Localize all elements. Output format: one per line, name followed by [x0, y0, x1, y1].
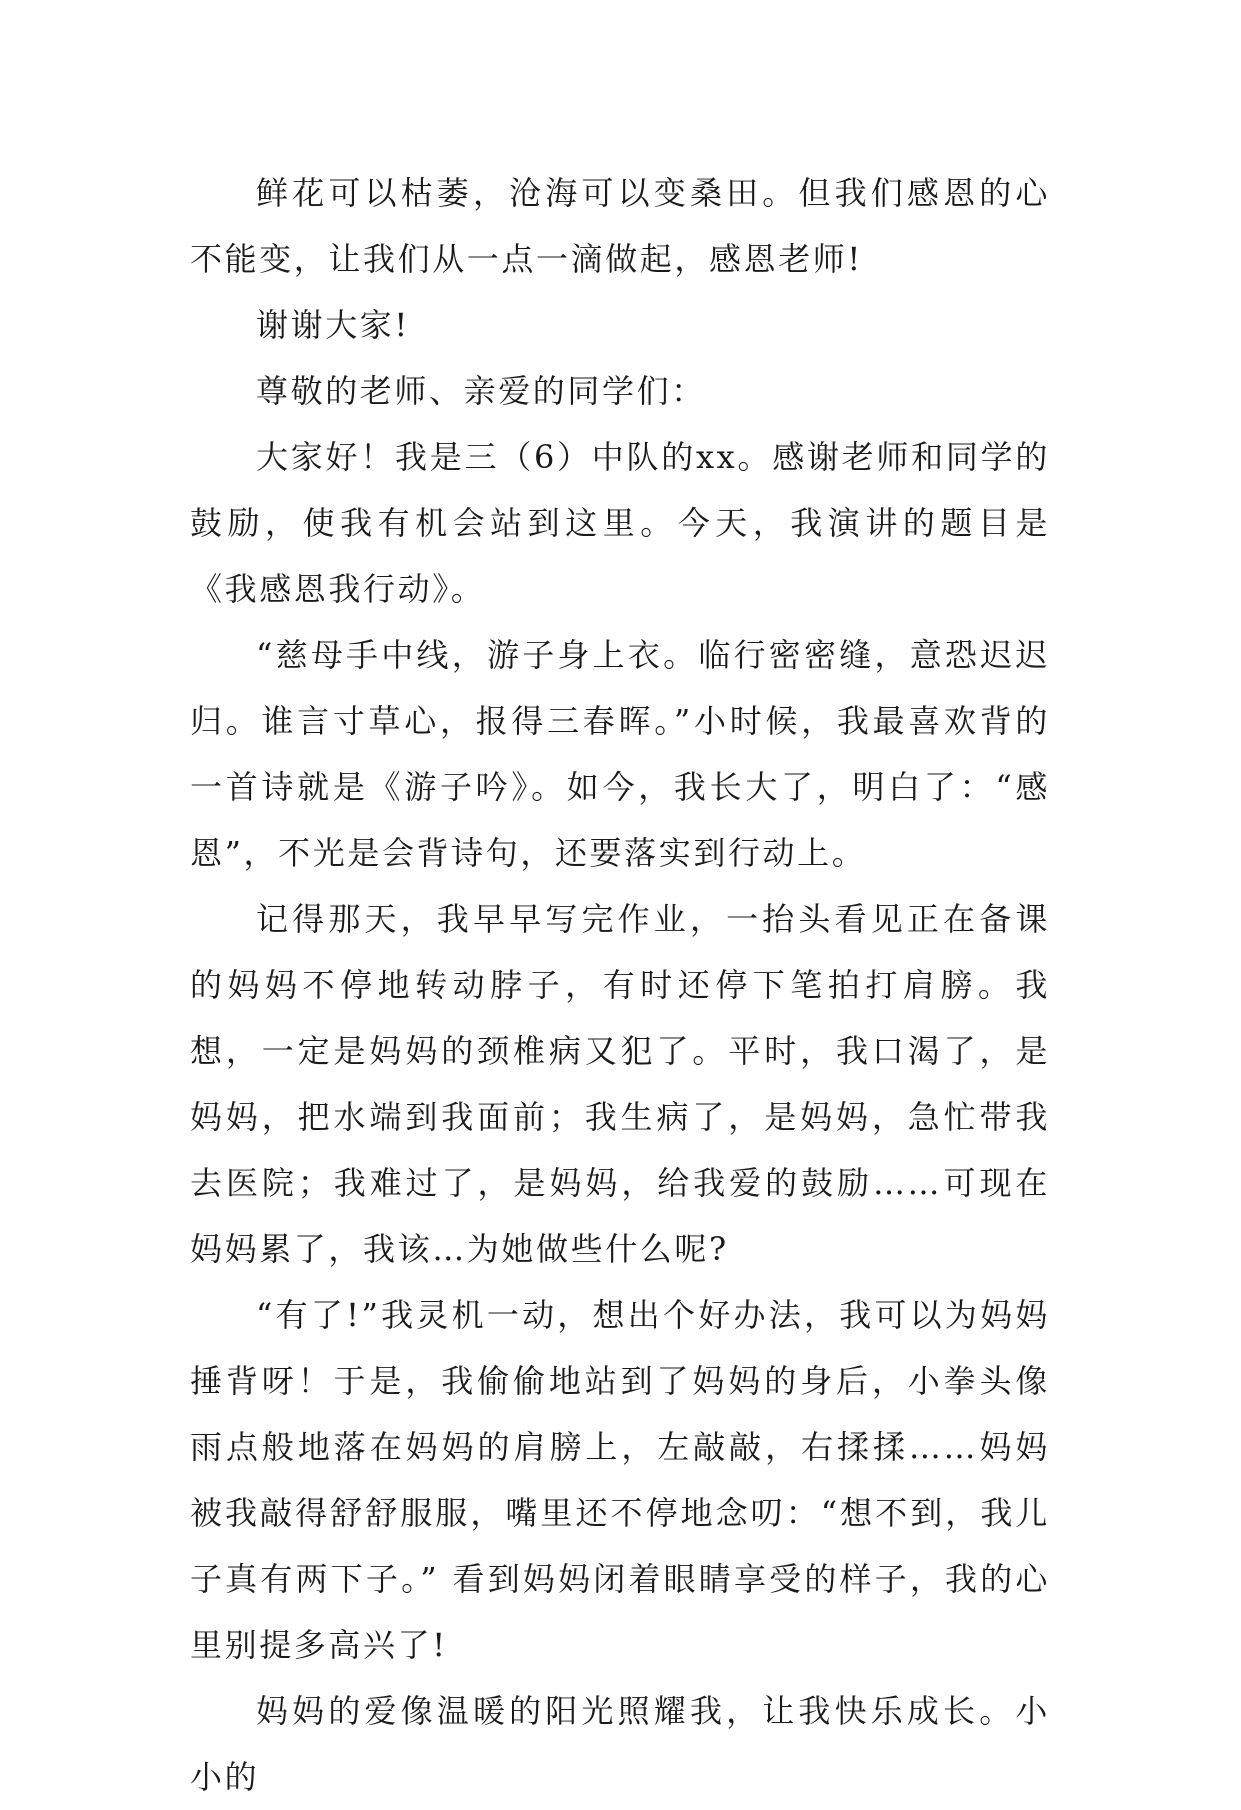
paragraph: “有了!”我灵机一动，想出个好办法，我可以为妈妈捶背呀！于是，我偷偷地站到了妈妈的身后，小拳头像雨点般地落在妈妈的肩膀上，左敲敲，右揉揉……妈妈被我敲得舒舒服服，嘴里还不停地念叨：“想不到，我儿子真有两下子。” 看到妈妈闭着眼睛享受的样子，我的心里别提多高兴了!: [190, 1296, 1050, 1664]
paragraph: 鲜花可以枯萎，沧海可以变桑田。但我们感恩的心不能变，让我们从一点一滴做起，感恩老师!: [190, 174, 1050, 278]
document-body: [190, 160, 1050, 1810]
paragraph: 大家好！我是三（6）中队的xx。感谢老师和同学的鼓励，使我有机会站到这里。今天，我演讲的题目是《我感恩我行动》。: [190, 438, 1050, 608]
paragraph: 记得那天，我早早写完作业，一抬头看见正在备课的妈妈不停地转动脖子，有时还停下笔拍打肩膀。我想，一定是妈妈的颈椎病又犯了。平时，我口渴了，是妈妈，把水端到我面前；我生病了，是妈妈，急忙带我去医院；我难过了，是妈妈，给我爱的鼓励……可现在妈妈累了，我该…为她做些什么呢?: [190, 900, 1050, 1268]
paragraph: 谢谢大家!: [256, 306, 410, 344]
paragraph: 尊敬的老师、亲爱的同学们：: [256, 372, 706, 410]
paragraph: 妈妈的爱像温暖的阳光照耀我，让我快乐成长。小小的: [190, 1692, 1050, 1796]
paragraph: “慈母手中线，游子身上衣。临行密密缝，意恐迟迟归。谁言寸草心，报得三春晖。”小时候，我最喜欢背的一首诗就是《游子吟》。如今，我长大了，明白了：“感恩”，不光是会背诗句，还要落实到行动上。: [190, 636, 1050, 872]
